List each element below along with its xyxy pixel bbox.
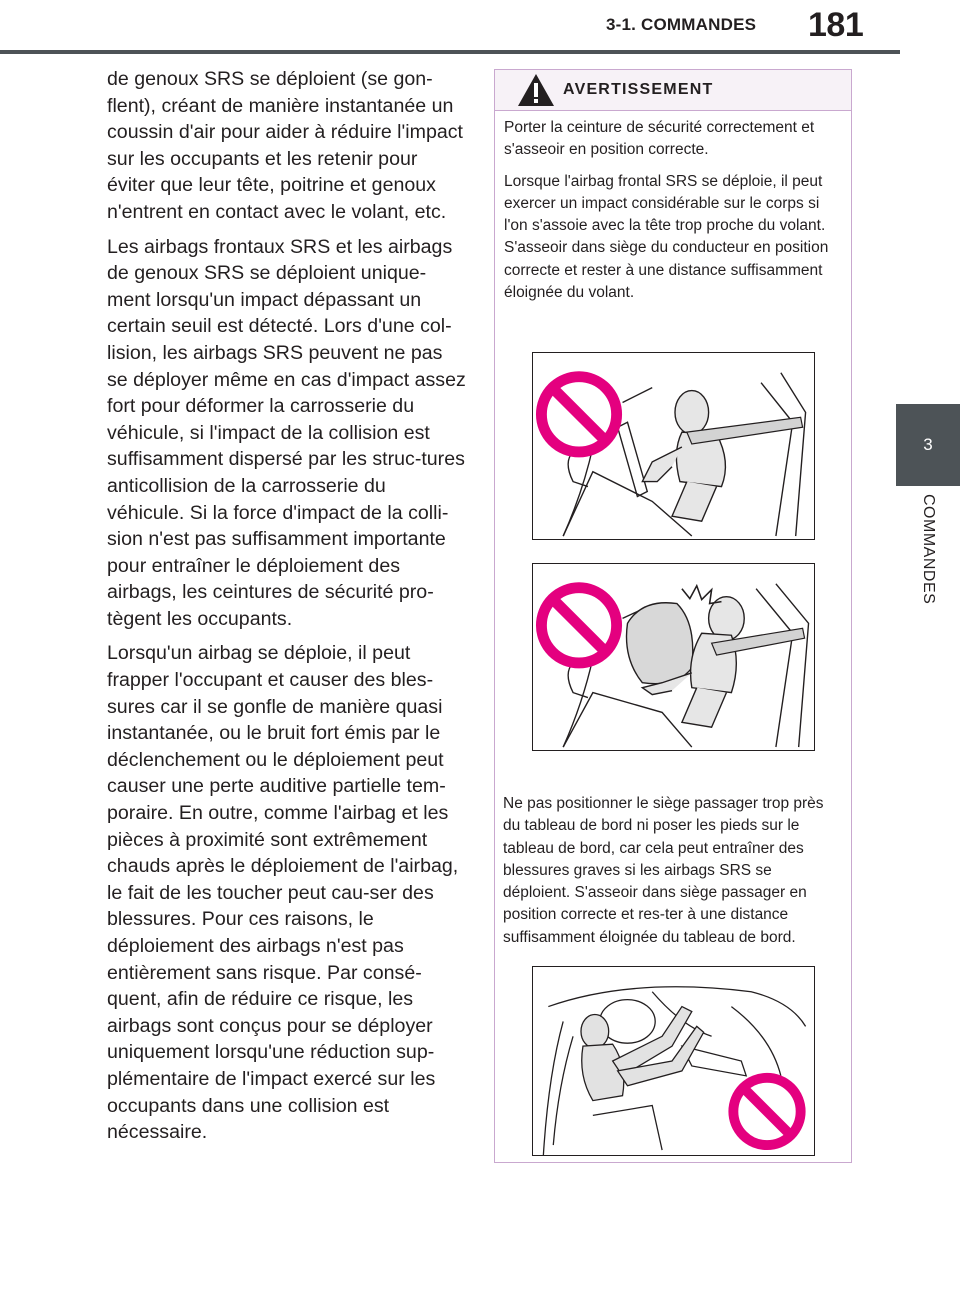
passenger-feet-illustration — [533, 967, 814, 1155]
chapter-tab-number: 3 — [923, 435, 933, 454]
body-paragraph-2: Les airbags frontaux SRS et les airbags de genoux SRS se déploient unique-ment lorsqu'un impact dépassant un certain seuil est détecté. Lors d'une col-lision, les airbags SRS peuvent ne pas se déployer même en cas d'impact assez fort pour déformer la carrosserie du véhicule, si l'impact de la collision est suffisamment dispersé par les struc-tures anticollision de la carrosserie du véhicule. Si la force d'impact de la colli-sion n'est pas suffisamment importante pour entraîner le déploiement des airbags, les ceintures de sécurité pro-tègent les occupants. — [107, 235, 466, 630]
header-rule — [0, 50, 900, 54]
warning-title: AVERTISSEMENT — [563, 81, 714, 98]
illustration-airbag-impact — [532, 563, 815, 751]
warning-triangle-icon — [517, 73, 555, 107]
section-title: 3-1. COMMANDES — [606, 15, 757, 34]
airbag-impact-illustration — [533, 564, 814, 750]
page-number: 181 — [808, 6, 864, 44]
body-column — [107, 66, 467, 1154]
warning-paragraph-3: Ne pas positionner le siège passager trop près du tableau de bord ni poser les pieds sur le tableau de bord, car cela peut entraîner des blessures graves si les airbags SRS se déploient. S'asseoir dans siège passager en position correcte et res-ter à une distance suffisamment éloignée du tableau de bord. — [503, 795, 824, 946]
warning-paragraph-2: Lorsque l'airbag frontal SRS se déploie, il peut exercer un impact considérable sur le corps si l'on s'assoie avec la tête trop proche du volant. S'asseoir dans siège du conducteur en position correcte et rester à une distance suffisamment éloignée du volant. — [504, 172, 829, 302]
warning-header — [495, 70, 851, 111]
chapter-label-text: COMMANDES — [920, 494, 937, 605]
airbag-shape — [627, 603, 693, 684]
driver-seated-close-illustration — [533, 353, 814, 539]
body-paragraph-1: de genoux SRS se déploient (se gon-flent), créant de manière instantanée un coussin d'air pour aider à réduire l'impact sur les occupants et les retenir pour éviter que leur tête, poitrine et genoux n'entrent en contact avec le volant, etc. — [107, 68, 463, 223]
warning-paragraph-1: Porter la ceinture de sécurité correctement et s'asseoir en position correcte. — [504, 119, 815, 159]
chapter-tab[interactable] — [896, 404, 960, 486]
illustration-passenger-feet-dashboard — [532, 966, 815, 1156]
warning-paragraph-3-container — [503, 793, 841, 949]
illustration-driver-too-close — [532, 352, 815, 540]
chapter-label — [896, 494, 960, 634]
body-paragraph-3: Lorsqu'un airbag se déploie, il peut frapper l'occupant et causer des bles-sures car il se gonfle de manière quasi instantanée, ou le bruit fort émis par le déclenchement ou le déploiement peut causer une perte auditive partielle tem-poraire. En outre, comme l'airbag et les pièces à proximité sont extrêmement chauds après le déploiement de l'airbag, le fait de les toucher peut cau-ser des blessures. Pour ces raisons, le déploiement des airbags n'est pas entièrement sans risque. Par consé-quent, afin de réduire ce risque, les airbags sont conçus pour se déployer uniquement lorsqu'une réduction sup-plémentaire de l'impact exercé sur les occupants dans une collision est nécessaire. — [107, 642, 459, 1144]
warning-body — [495, 111, 851, 304]
